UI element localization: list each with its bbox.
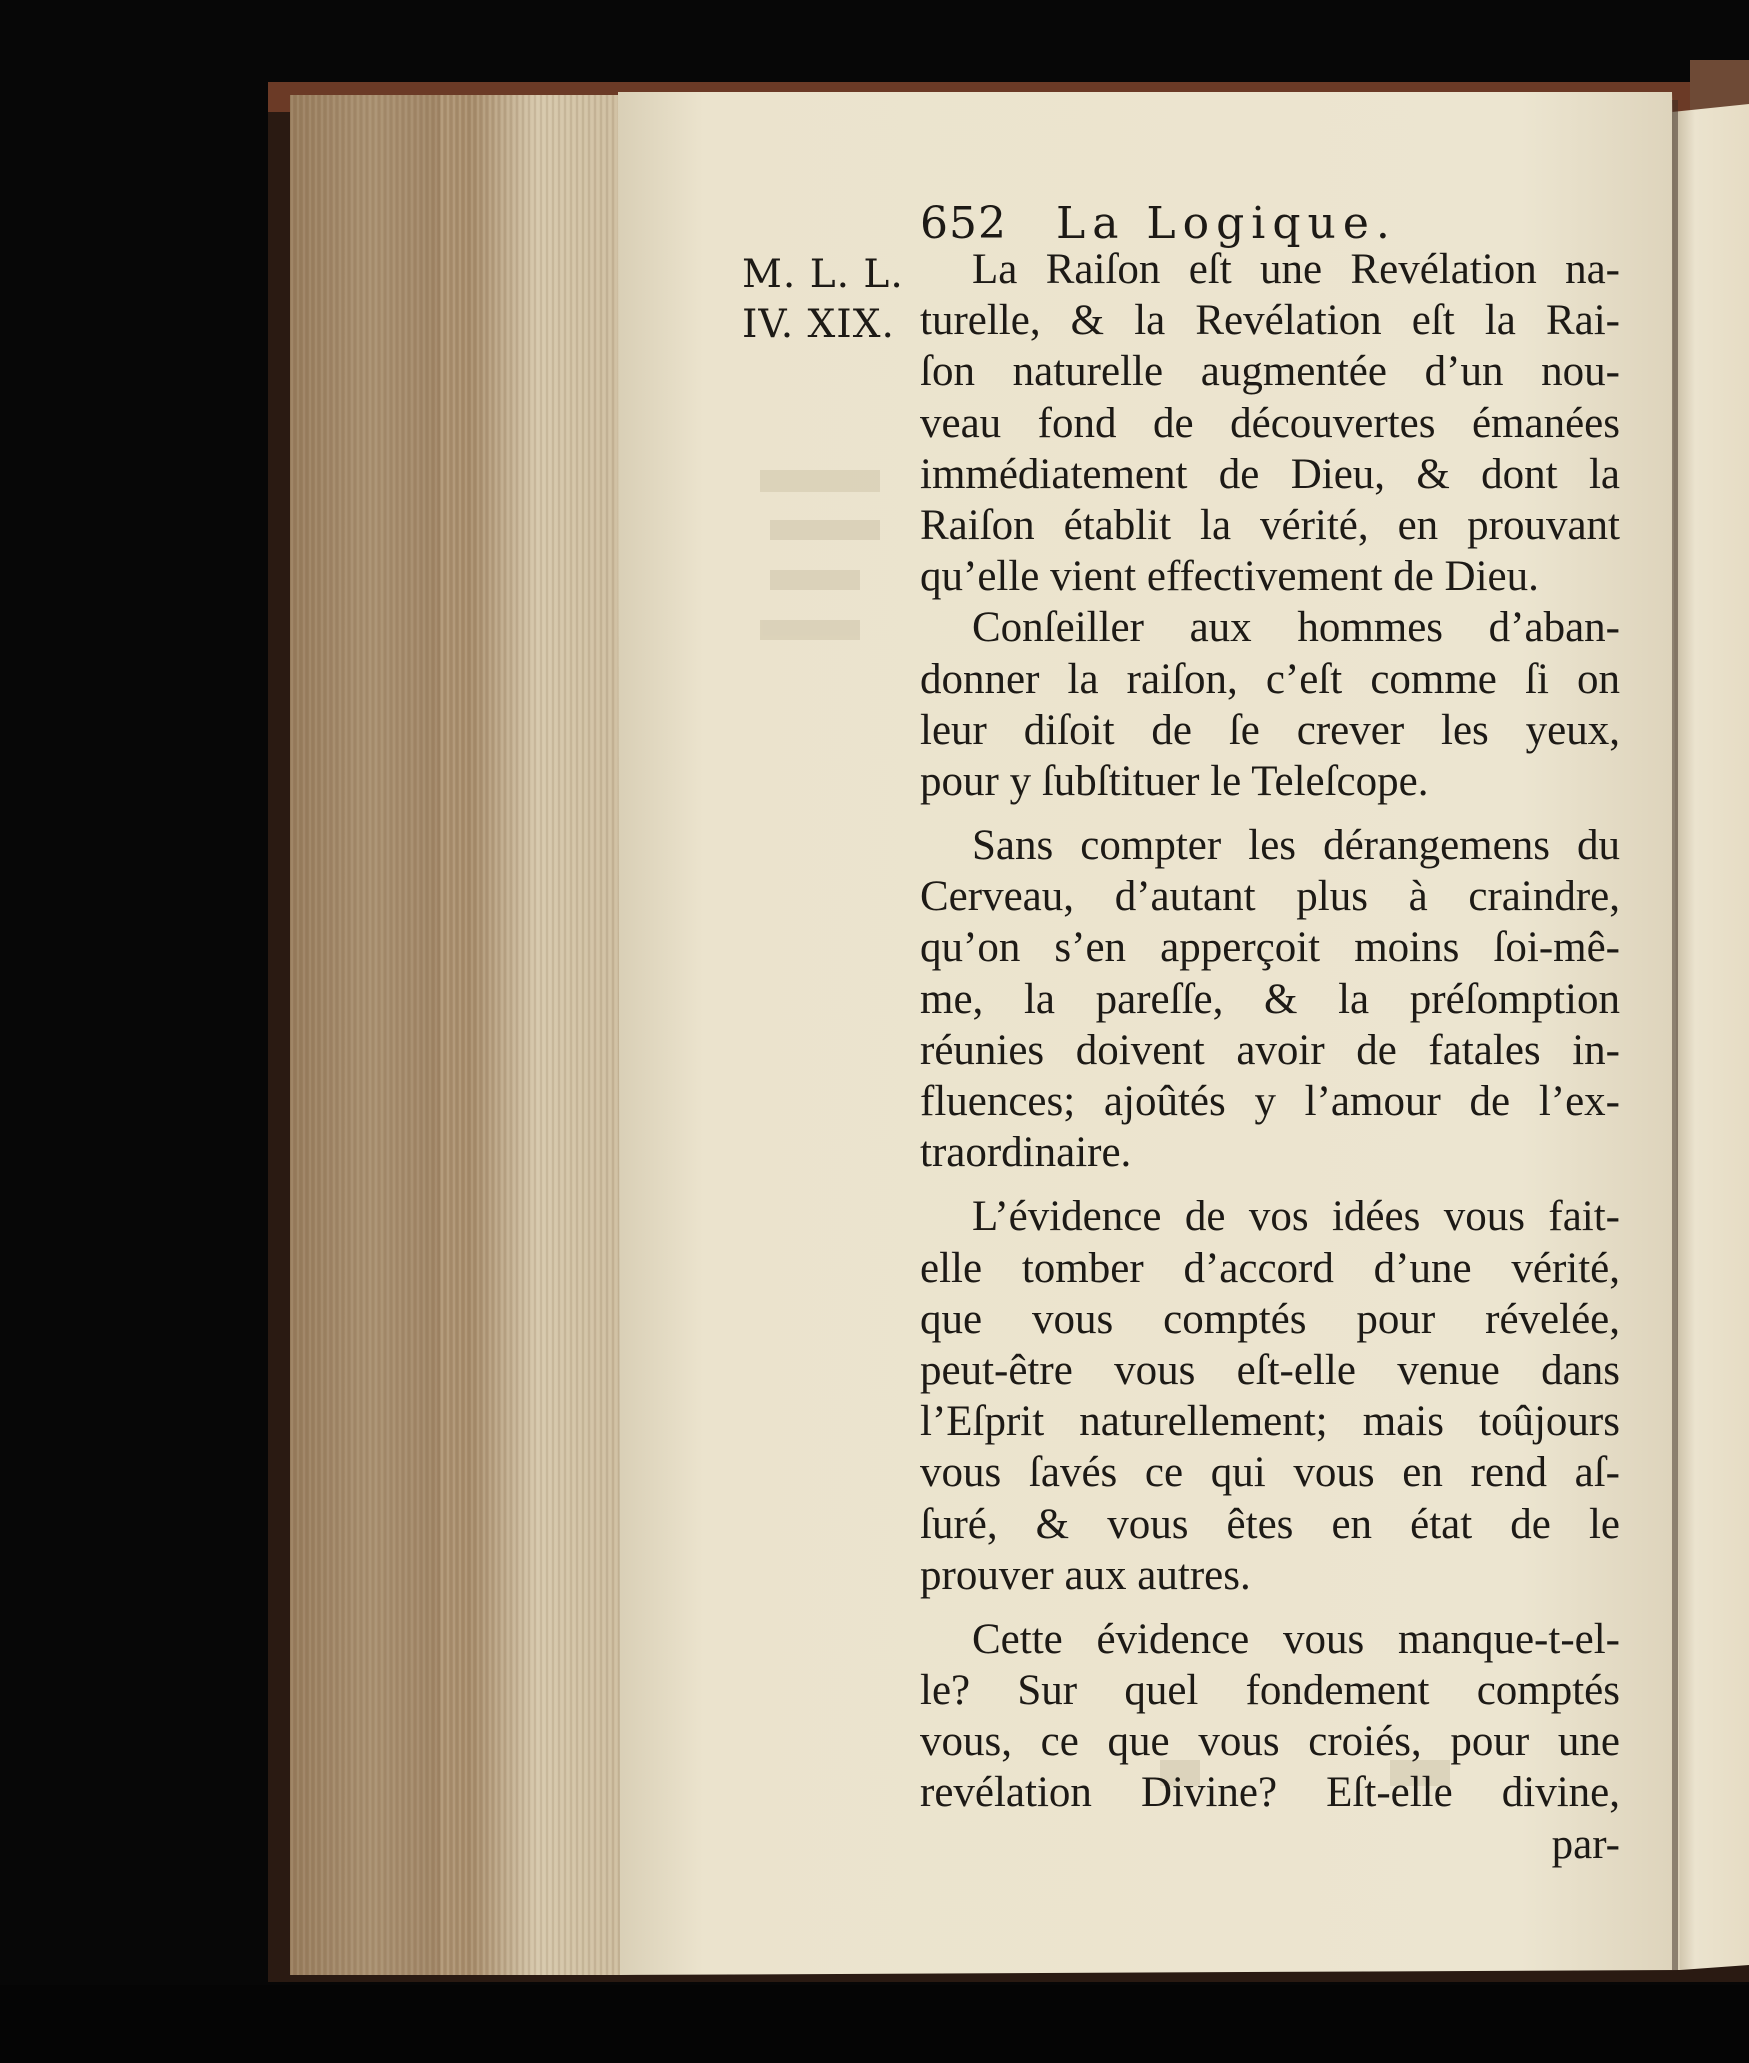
text-line: le? Sur quel fondement comptés	[920, 1667, 1620, 1715]
text-line: revélation Divine? Eſt-elle divine,	[920, 1769, 1620, 1817]
text-line: Cette évidence vous manque-t-el-	[972, 1615, 1620, 1663]
body-text	[920, 244, 1620, 1870]
text-line: donner la raiſon, c’eſt comme ſi on	[920, 655, 1620, 703]
text-line: elle tomber d’accord d’une vérité,	[920, 1244, 1620, 1292]
text-line: Sans compter les dérangemens du	[972, 822, 1620, 870]
catchword: par-	[1551, 1820, 1620, 1868]
text-line: La Raiſon eſt une Revélation na-	[972, 246, 1620, 293]
text-line: turelle, & la Revélation eſt la Rai-	[920, 297, 1620, 345]
text-line: que vous comptés pour révelée,	[920, 1295, 1620, 1343]
text-line: vous ſavés ce qui vous en rend aſ-	[920, 1449, 1620, 1497]
text-line: leur diſoit de ſe crever les yeux,	[920, 706, 1620, 754]
text-line: fluences; ajoûtés y l’amour de l’ex-	[920, 1078, 1620, 1125]
page-number: 652	[920, 198, 1007, 249]
text-line: peut-être vous eſt-elle venue dans	[920, 1346, 1620, 1394]
text-line: traordinaire.	[920, 1129, 1132, 1177]
margin-reference-line: M. L. L.	[742, 252, 904, 297]
text-line: me, la pareſſe, & la préſomption	[920, 975, 1620, 1023]
text-line: prouver aux autres.	[920, 1551, 1251, 1599]
margin-reference	[742, 250, 904, 350]
text-line: vous, ce que vous croiés, pour une	[920, 1718, 1620, 1766]
text-line: ſon naturelle augmentée d’un nou-	[920, 348, 1620, 396]
text-line: qu’elle vient effectivement de Dieu.	[920, 553, 1539, 601]
text-line: Raiſon établit la vérité, en prouvant	[920, 501, 1620, 549]
text-line: l’Eſprit naturellement; mais toûjours	[920, 1398, 1620, 1446]
text-line: réunies doivent avoir de fatales in-	[920, 1026, 1620, 1074]
text-line: pour y ſubſtituer le Teleſcope.	[920, 757, 1429, 805]
text-line: immédiatement de Dieu, & dont la	[920, 450, 1620, 498]
text-line: qu’on s’en apperçoit moins ſoi-mê-	[920, 924, 1620, 972]
text-line: Conſeiller aux hommes d’aban-	[972, 604, 1620, 652]
running-head	[920, 198, 1397, 249]
margin-reference-line: IV. XIX.	[742, 302, 895, 347]
running-title: La Logique.	[1055, 198, 1397, 249]
text-line: ſuré, & vous êtes en état de le	[920, 1500, 1620, 1548]
text-line: veau fond de découvertes émanées	[920, 399, 1620, 447]
text-line: L’évidence de vos idées vous fait-	[972, 1193, 1620, 1241]
text-line: Cerveau, d’autant plus à craindre,	[920, 873, 1620, 921]
